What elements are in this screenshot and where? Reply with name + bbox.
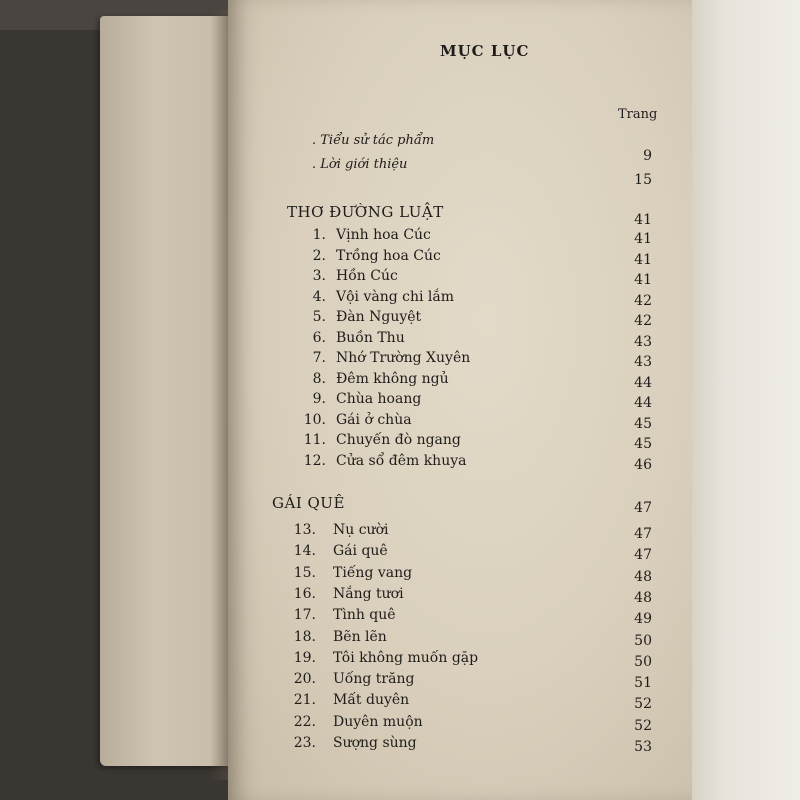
toc-item-page: 42 [634,292,652,309]
toc-item-number: 9. [312,391,326,407]
toc-item-page: 45 [634,415,652,432]
toc-item-page: 41 [634,272,652,288]
toc-item-label: Sượng sùng [333,735,417,751]
toc-item-number: 12. [303,452,326,469]
section-title: GÁI QUÊ [272,494,345,512]
toc-item-page: 43 [634,333,652,350]
toc-item-number: 22. [293,713,316,730]
page-column-header: Trang [618,107,658,122]
toc-item-label: Gái quê [333,543,388,560]
toc-item-page: 43 [634,354,652,370]
toc-item-label: Chuyến đò ngang [336,432,461,448]
toc-item-page: 42 [634,313,652,329]
toc-item-number: 13. [293,522,316,538]
toc-item-label: Bẽn lẽn [333,628,387,645]
toc-item-page: 47 [634,547,652,564]
toc-item-page: 41 [634,231,652,247]
toc-intro-page: 9 [643,148,652,164]
toc-item-page: 49 [634,611,652,628]
toc-item-page: 48 [634,589,652,606]
toc-intro-label: . Tiểu sử tác phẩm [312,133,435,148]
toc-item-label: Hồn Cúc [336,268,398,284]
toc-item-label: Tôi không muốn gặp [333,649,479,666]
toc-item-number: 8. [312,370,326,387]
toc-item-page: 53 [634,739,652,755]
toc-item-label: Gái ở chùa [336,411,412,428]
toc-item-number: 3. [312,268,326,284]
toc-item-label: Trồng hoa Cúc [336,247,441,264]
toc-intro-label: . Lời giới thiệu [312,157,408,172]
toc-item-page: 48 [634,568,652,585]
toc-item-number: 16. [293,585,316,602]
toc-intro-page: 15 [634,172,652,188]
toc-item-label: Đàn Nguyệt [336,309,422,325]
toc-item-number: 15. [293,564,316,581]
toc-item-label: Vội vàng chi lắm [336,288,455,305]
toc-item-label: Cửa sổ đêm khuya [336,452,467,469]
toc-item-number: 1. [312,227,326,243]
toc-item-label: Chùa hoang [336,391,422,407]
toc-item-label: Uống trăng [333,671,415,688]
toc-item-number: 14. [293,543,316,560]
toc-item-number: 2. [312,247,326,264]
toc-item-page: 50 [634,632,652,649]
toc-item-number: 10. [303,411,326,428]
section-title: THƠ ĐƯỜNG LUẬT [287,203,444,221]
toc-item-number: 11. [303,432,326,448]
toc-item-number: 5. [312,309,326,325]
toc-item-label: Nắng tươi [333,585,404,602]
toc-item-page: 51 [634,675,652,692]
toc-item-page: 52 [634,717,652,734]
toc-item-number: 19. [293,649,316,666]
toc-item-number: 17. [293,607,316,624]
toc-item-page: 41 [634,251,652,268]
toc-item-label: Đêm không ngủ [336,370,449,387]
toc-item-label: Mất duyên [333,692,410,709]
toc-item-label: Vịnh hoa Cúc [336,227,431,243]
toc-item-label: Tình quê [333,607,396,624]
page-stack-edge [692,0,800,800]
toc-item-page: 44 [634,395,652,411]
toc-item-number: 4. [312,288,326,305]
toc-item-page: 47 [634,526,652,542]
toc-item-page: 52 [634,696,652,713]
toc-item-number: 21. [293,692,316,709]
toc-item-page: 44 [634,374,652,391]
toc-item-page: 46 [634,456,652,473]
toc-item-label: Buồn Thu [336,329,405,346]
section-page: 47 [634,500,652,516]
toc-item-number: 23. [293,735,316,751]
toc-item-number: 6. [312,329,326,346]
toc-item-label: Nhớ Trường Xuyên [336,350,471,366]
toc-item-label: Nụ cười [333,522,389,538]
toc-item-number: 18. [293,628,316,645]
toc-item-page: 50 [634,653,652,670]
toc-item-page: 45 [634,436,652,452]
section-page: 41 [634,212,652,228]
toc-item-number: 7. [312,350,326,366]
toc-item-label: Tiếng vang [333,564,413,581]
toc-item-number: 20. [293,671,316,688]
toc-title: MỤC LỤC [440,42,530,60]
toc-item-label: Duyên muộn [333,713,423,730]
